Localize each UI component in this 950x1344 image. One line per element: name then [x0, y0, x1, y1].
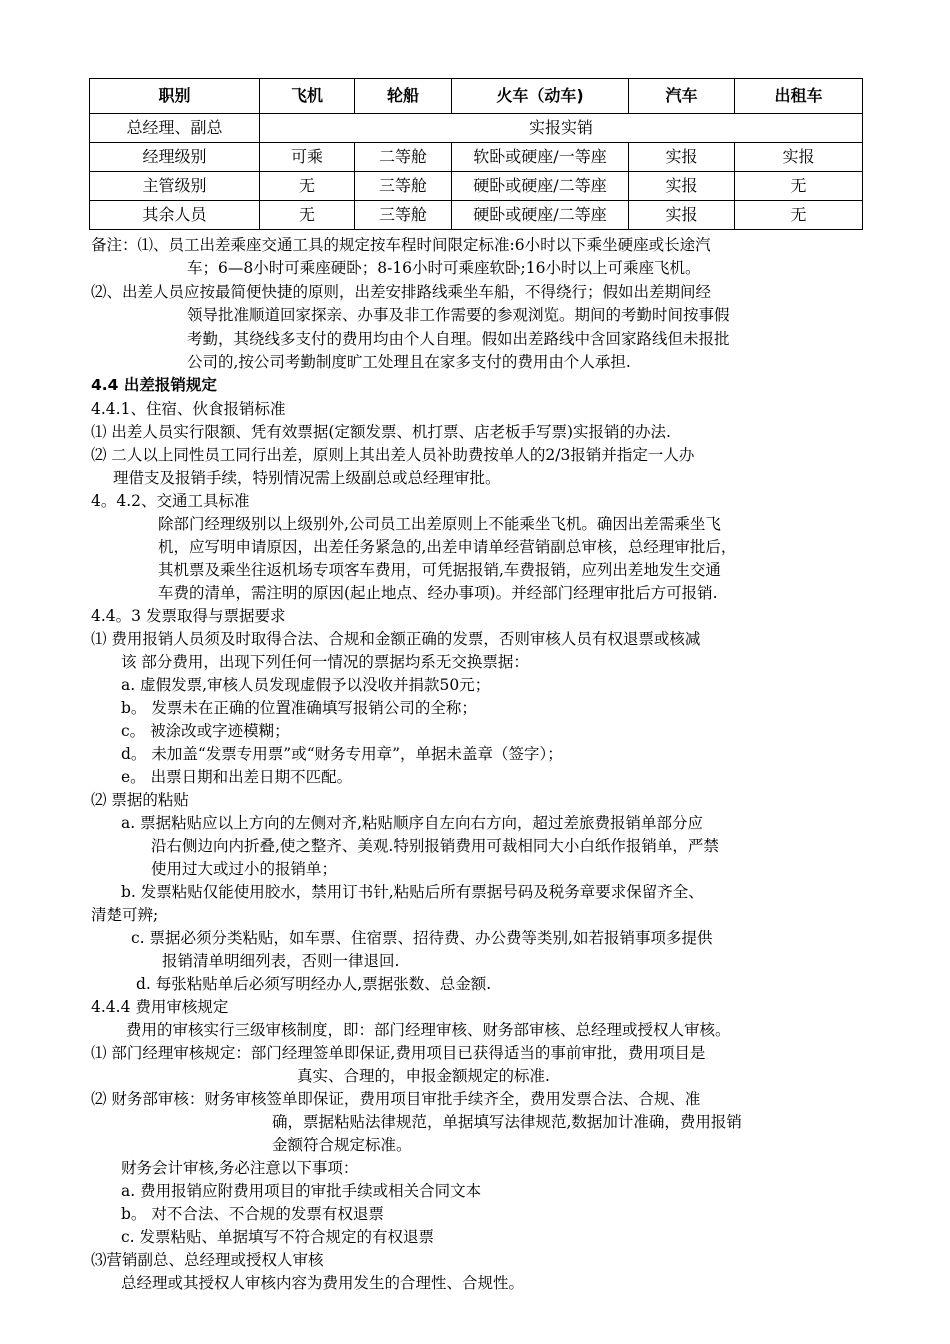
table-cell: 实报: [735, 143, 863, 172]
header-bus: 汽车: [629, 79, 735, 114]
table-cell: 硬卧或硬座/二等座: [452, 172, 629, 201]
note-line: 车；6—8小时可乘座硬卧；8-16小时可乘座软卧;16小时以上可乘座飞机。: [187, 259, 701, 277]
body-line: ⑴ 出差人员实行限额、凭有效票据(定额发票、机打票、店老板手写票)实报销的办法.: [91, 423, 671, 441]
table-row: [90, 143, 863, 172]
table-cell: 无: [735, 172, 863, 201]
body-line: 金额符合规定标准。: [272, 1136, 412, 1154]
table-row: [90, 201, 863, 230]
list-item: a. 费用报销应附费用项目的审批手续或相关合同文本: [121, 1182, 482, 1200]
table-cell: 可乘: [260, 143, 355, 172]
body-line: ⑴ 费用报销人员须及时取得合法、合规和金额正确的发票，否则审核人员有权退票或核减: [91, 630, 701, 648]
subsection-heading: 4.4。3 发票取得与票据要求: [91, 607, 286, 625]
table-cell: 经理级别: [90, 143, 260, 172]
body-line: ⑶营销副总、总经理或授权人审核: [91, 1251, 324, 1269]
table-cell: 实报: [629, 201, 735, 230]
table-cell: 实报: [629, 172, 735, 201]
list-item: e。 出票日期和出差日期不匹配。: [121, 768, 353, 786]
list-item: a. 票据粘贴应以上方向的左侧对齐,粘贴顺序自左向右方向，超过差旅费报销单部分应: [121, 814, 704, 832]
note-line: ⑵、出差人员应按最简便快捷的原则，出差安排路线乘坐车船，不得绕行；假如出差期间经: [91, 283, 712, 301]
body-line: 车费的清单，需注明的原因(起止地点、经办事项)。并经部门经理审批后方可报销.: [158, 584, 718, 602]
note-line: 领导批准顺道回家探亲、办事及非工作需要的参观浏览。期间的考勤时间按事假: [187, 306, 730, 324]
list-item: c. 票据必须分类粘贴，如车票、住宿票、招待费、办公费等类别,如若报销事项多提供: [131, 929, 713, 947]
note-line: 公司的,按公司考勤制度旷工处理且在家多支付的费用由个人承担.: [187, 353, 631, 371]
subsection-heading: 4。4.2、交通工具标准: [91, 492, 250, 510]
body-line: 除部门经理级别以上级别外,公司员工出差原则上不能乘坐飞机。确因出差需乘坐飞: [158, 515, 721, 533]
body-line: 沿右侧边向内折叠,使之整齐、美观.特别报销费用可裁相同大小白纸作报销单，严禁: [151, 837, 719, 855]
body-line: 财务会计审核,务必注意以下事项：: [121, 1159, 359, 1177]
header-plane: 飞机: [260, 79, 355, 114]
header-train: 火车（动车): [452, 79, 629, 114]
table-cell: 实报: [629, 143, 735, 172]
list-item: a. 虚假发票,审核人员发现虚假予以没收并捐款50元；: [121, 676, 491, 694]
table-cell: 主管级别: [90, 172, 260, 201]
list-item: b。 对不合法、不合规的发票有权退票: [121, 1205, 384, 1223]
body-line: 机，应写明申请原因，出差任务紧急的,出差申请单经营销副总审核，总经理审批后，: [158, 538, 737, 556]
table-cell: 总经理、副总: [90, 114, 260, 143]
body-line: 总经理或其授权人审核内容为费用发生的合理性、合规性。: [121, 1274, 525, 1292]
table-cell: 软卧或硬座/一等座: [452, 143, 629, 172]
list-item: c。 被涂改或字迹模糊；: [121, 722, 290, 740]
body-line: ⑵ 二人以上同性员工同行出差，原则上其出差人员补助费按单人的2/3报销并指定一人办: [91, 446, 695, 464]
list-item: b。 发票未在正确的位置准确填写报销公司的全称；: [121, 699, 477, 717]
body-line: ⑴ 部门经理审核规定：部门经理签单即保证,费用项目已获得适当的事前审批，费用项目是: [91, 1044, 706, 1062]
body-line: 使用过大或过小的报销单；: [151, 860, 338, 878]
note-line: 考勤，其绕线多支付的费用均由个人自理。假如出差路线中含回家路线但未报批: [187, 330, 730, 348]
list-item: c. 发票粘贴、单据填写不符合规定的有权退票: [121, 1228, 435, 1246]
table-row: [90, 172, 863, 201]
body-line: 其机票及乘坐往返机场专项客车费用，可凭据报销,车费报销，应列出差地发生交通: [158, 561, 721, 579]
body-line: 真实、合理的，申报金额规定的标准.: [297, 1067, 550, 1085]
header-taxi: 出租车: [735, 79, 863, 114]
subsection-heading: 4.4.4 费用审核规定: [91, 998, 229, 1016]
body-line: 清楚可辨;: [91, 906, 159, 924]
header-ship: 轮船: [355, 79, 452, 114]
table-cell: 二等舱: [355, 143, 452, 172]
table-cell: 无: [260, 201, 355, 230]
list-item: d. 每张粘贴单后必须写明经办人,票据张数、总金额.: [136, 975, 492, 993]
list-item: d。 未加盖“发票专用票”或“财务专用章”，单据未盖章（签字）；: [121, 745, 563, 763]
body-line: 确，票据粘贴法律规范，单据填写法律规范,数据加计准确，费用报销: [272, 1113, 742, 1131]
header-role: 职别: [90, 79, 260, 114]
section-heading: 4.4 出差报销规定: [91, 376, 217, 394]
body-line: ⑵ 财务部审核：财务审核签单即保证，费用项目审批手续齐全，费用发票合法、合规、准: [91, 1090, 701, 1108]
table-cell: 三等舱: [355, 172, 452, 201]
body-line: 理借支及报销手续，特别情况需上级副总或总经理审批。: [113, 469, 501, 487]
subsection-heading: 4.4.1、住宿、伙食报销标准: [91, 400, 286, 418]
body-line: ⑵ 票据的粘贴: [91, 791, 189, 809]
body-line: 该 部分费用，出现下列任何一情况的票据均系无交换票据：: [121, 653, 529, 671]
table-cell-merged: 实报实销: [260, 114, 863, 143]
table-cell: 三等舱: [355, 201, 452, 230]
table-header-row: [90, 79, 863, 114]
travel-standard-table: [89, 78, 863, 230]
note-line: 备注：⑴、员工出差乘座交通工具的规定按车程时间限定标准:6小时以下乘坐硬座或长途汽: [91, 236, 711, 254]
table-cell: 无: [260, 172, 355, 201]
table-row: [90, 114, 863, 143]
body-line: 报销清单明细列表，否则一律退回.: [162, 952, 400, 970]
list-item: b. 发票粘贴仅能使用胶水，禁用订书针,粘贴后所有票据号码及税务章要求保留齐全、: [121, 883, 704, 901]
table-cell: 硬卧或硬座/二等座: [452, 201, 629, 230]
table-cell: 无: [735, 201, 863, 230]
table-cell: 其余人员: [90, 201, 260, 230]
body-line: 费用的审核实行三级审核制度，即：部门经理审核、财务部审核、总经理或授权人审核。: [126, 1021, 731, 1039]
